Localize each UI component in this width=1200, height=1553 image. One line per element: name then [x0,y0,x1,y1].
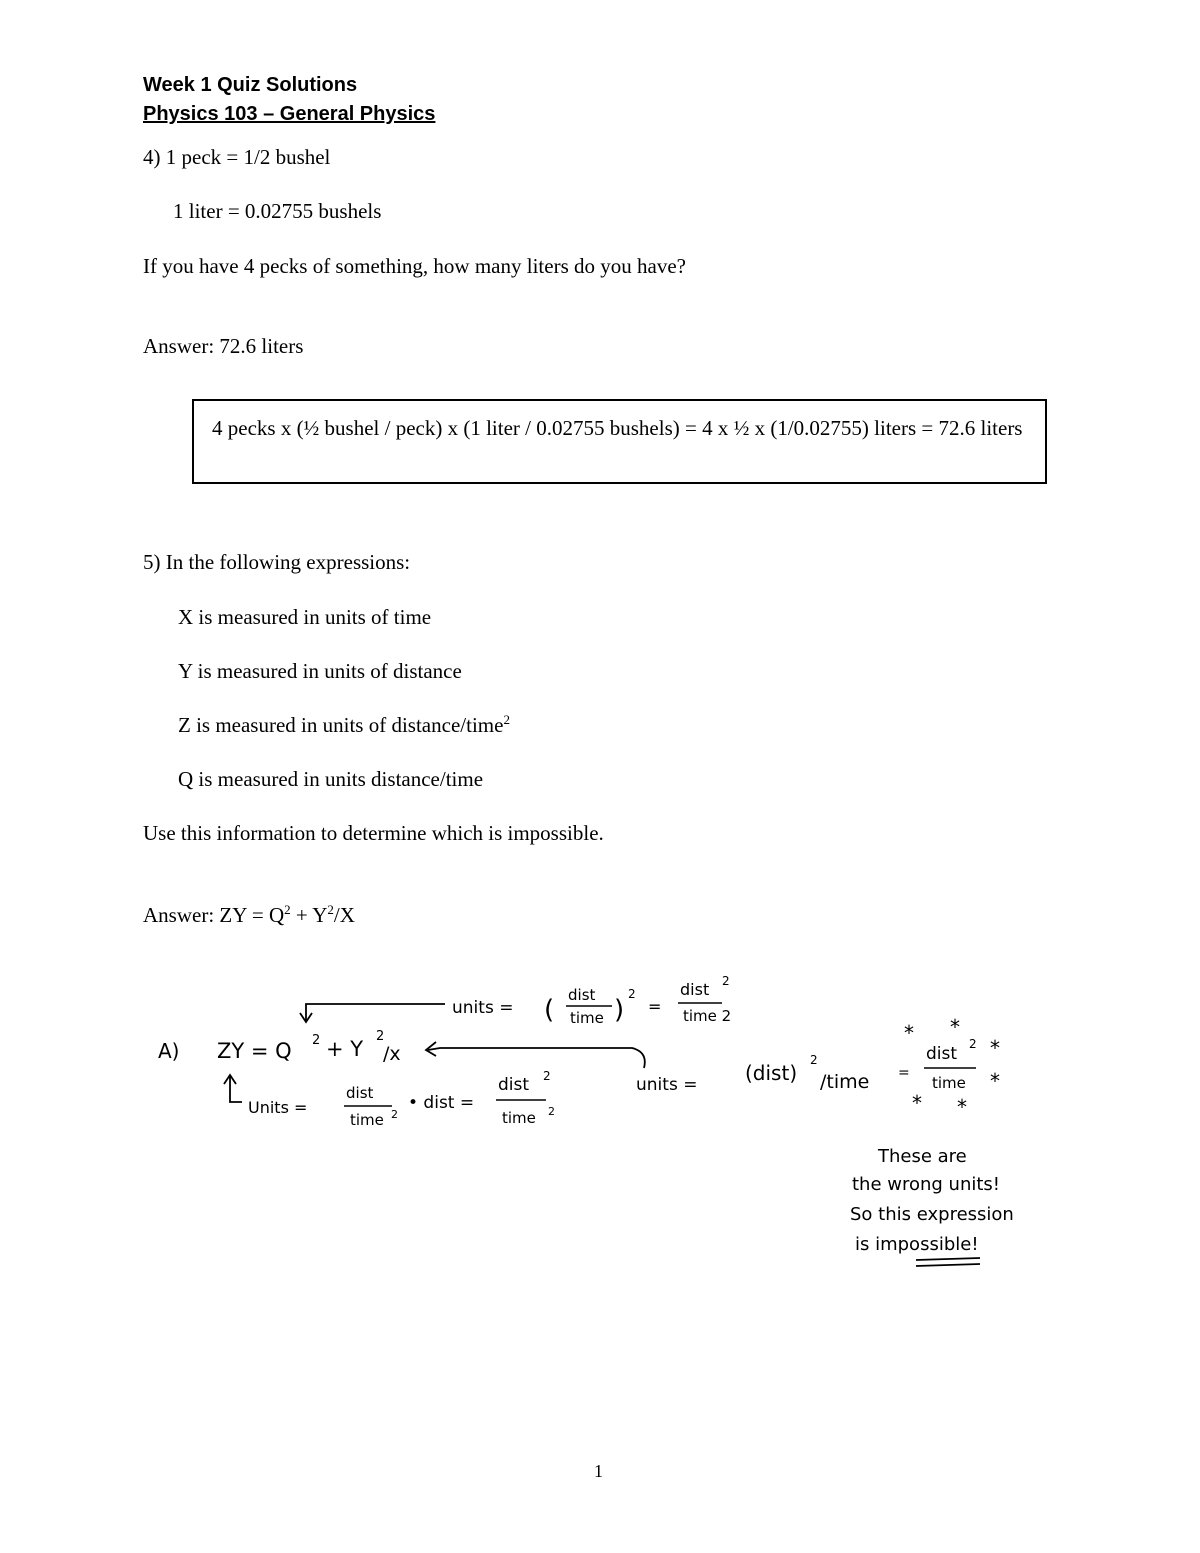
hw-note-underline-2 [916,1264,980,1266]
q4-work-text: 4 pecks x (½ bushel / peck) x (1 liter / 0.02755 bushels) = 4 x ½ x (1/0.02755) liters = 72.6 liters [212,416,1023,440]
hw-right-over: /time [820,1071,870,1093]
hw-top-res-den: time 2 [683,1007,732,1025]
hw-star-4: * [990,1069,1000,1093]
hw-star-3: * [990,1036,1000,1060]
hw-right-expr: (dist) [745,1061,798,1085]
q5-answer-mid: + Y [290,903,328,927]
hw-right-expr-exp: 2 [810,1053,818,1067]
q4-line2: 1 liter = 0.02755 bushels [173,199,382,223]
hw-left-res-num: dist [498,1075,530,1095]
hw-top-paren-close: ) [614,995,625,1025]
hw-right-connector [428,1048,645,1068]
q5-answer-sup1: 2 [284,902,291,917]
hw-star-1: * [904,1021,914,1045]
hw-left-num: dist [346,1084,374,1102]
q5-y-definition: Y is measured in units of distance [178,659,462,683]
hw-left-dot-dist: • dist = [408,1093,475,1113]
hw-right-eq: = [898,1065,910,1081]
hw-left-den-exp: 2 [391,1108,398,1121]
q5-instruction: Use this information to determine which is impossible. [143,821,604,845]
q4-question: If you have 4 pecks of something, how many liters do you have? [143,254,686,278]
hw-eq-y-exp: 2 [376,1029,385,1044]
hw-top-units: units = [452,998,514,1018]
document-title: Week 1 Quiz Solutions [143,74,358,96]
q5-answer-sup2: 2 [327,902,334,917]
page-number: 1 [594,1461,603,1481]
hw-top-exp: 2 [628,987,636,1001]
q5-intro: 5) In the following expressions: [143,550,411,574]
hw-note-line4: is impossible! [855,1234,979,1255]
q5-z-def-text: Z is measured in units of distance/time [178,713,504,737]
hw-note-underline-1 [916,1258,980,1260]
hw-note-line2: the wrong units! [852,1174,1001,1195]
q4-line1: 4) 1 peck = 1/2 bushel [143,145,331,169]
hw-star-6: * [957,1095,967,1119]
hw-eq-q-exp: 2 [312,1033,321,1048]
hw-top-res-num: dist [680,980,710,999]
hw-note-line3: So this expression [850,1204,1014,1225]
hw-top-den: time [570,1009,604,1027]
q5-z-def-sup: 2 [503,712,510,727]
q5-q-definition: Q is measured in units distance/time [178,767,484,791]
hw-right-res-num: dist [926,1044,958,1064]
hw-top-connector [306,1004,445,1022]
hw-left-units: Units = [248,1098,308,1117]
q5-x-definition: X is measured in units of time [178,605,432,629]
hw-right-units: units = [636,1075,698,1095]
hw-label-a: A) [158,1039,180,1063]
hw-top-res-num-exp: 2 [722,974,730,988]
hw-left-connector [230,1076,242,1102]
hw-left-den: time [350,1111,384,1129]
course-title: Physics 103 – General Physics [143,103,436,125]
hw-top-eq: = [648,997,662,1016]
hw-left-res-den: time [502,1109,536,1127]
hw-eq-over-x: /x [383,1043,401,1065]
hw-right-res-num-exp: 2 [969,1037,977,1051]
hw-left-res-den-exp: 2 [548,1105,555,1118]
hw-right-res-den: time [932,1074,966,1092]
hw-star-2: * [950,1015,960,1039]
hw-top-paren-open: ( [544,995,555,1025]
q4-answer: Answer: 72.6 liters [143,334,304,358]
q5-answer-suffix: /X [333,903,355,927]
q5-answer-prefix: Answer: ZY = Q [143,903,285,927]
hw-eq-plus-y: + Y [326,1037,364,1061]
hw-eq-lhs: ZY = Q [217,1039,292,1063]
hw-star-5: * [912,1091,922,1115]
hw-top-num: dist [568,986,596,1004]
hw-note-line1: These are [878,1146,967,1167]
hw-left-res-num-exp: 2 [543,1069,551,1083]
